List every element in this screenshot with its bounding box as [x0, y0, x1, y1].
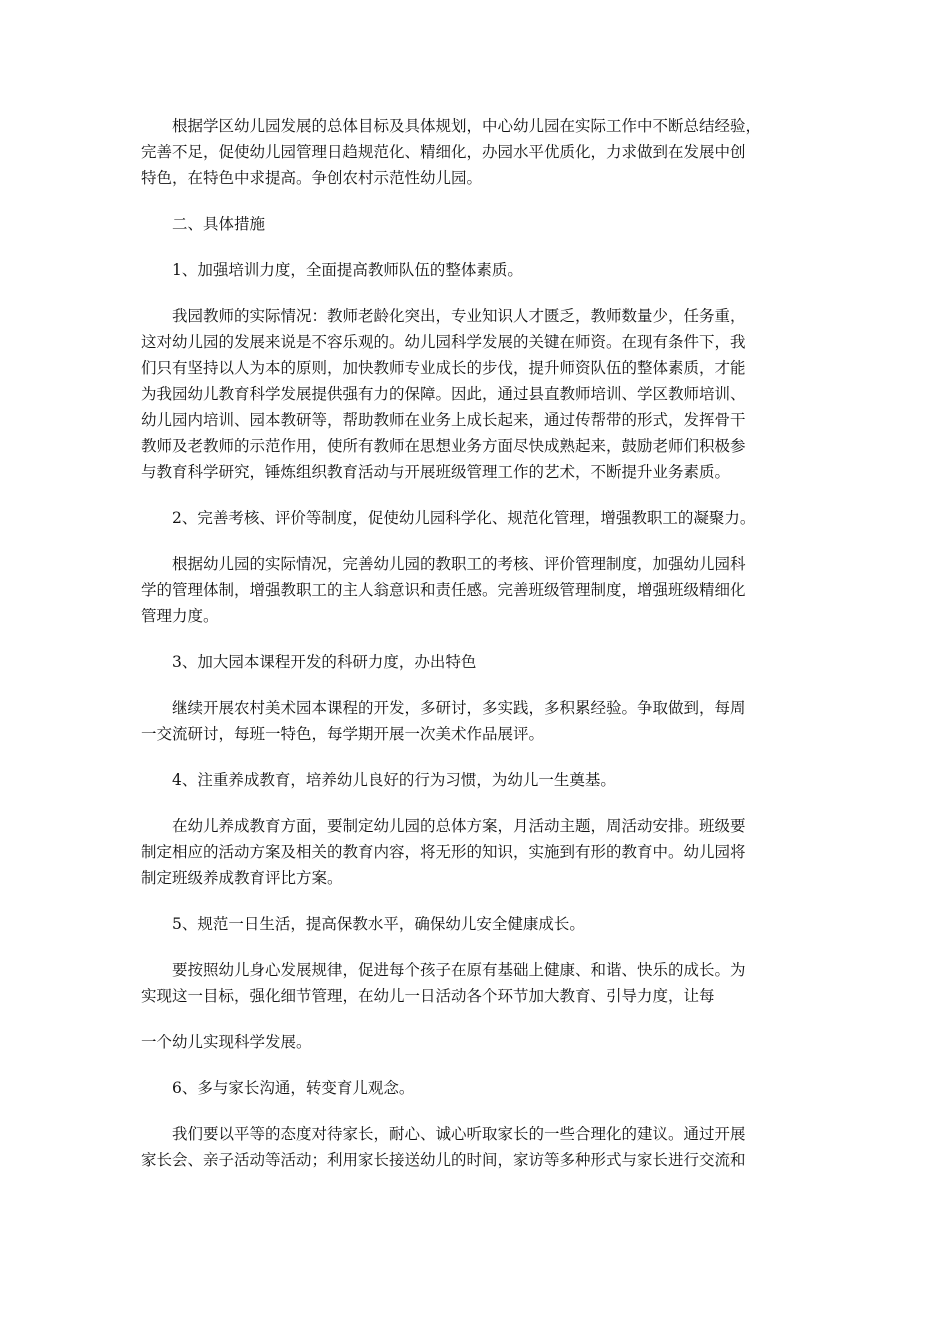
text-line: 要按照幼儿身心发展规律，促进每个孩子在原有基础上健康、和谐、快乐的成长。为	[172, 961, 746, 979]
paragraph-item-4	[141, 813, 817, 891]
text-line: 制定相应的活动方案及相关的教育内容，将无形的知识，实施到有形的教育中。幼儿园将	[141, 843, 746, 861]
text-line: 为我园幼儿教育科学发展提供强有力的保障。因此，通过县直教师培训、学区教师培训、	[141, 385, 746, 403]
heading-text: 5、规范一日生活，提高保教水平，确保幼儿安全健康成长。	[172, 915, 585, 933]
item-heading-2	[141, 505, 817, 531]
heading-text: 6、多与家长沟通，转变育儿观念。	[172, 1079, 415, 1097]
text-line: 在幼儿养成教育方面，要制定幼儿园的总体方案，月活动主题，周活动安排。班级要	[172, 817, 746, 835]
paragraph-intro	[141, 113, 817, 191]
paragraph-item-3	[141, 695, 817, 747]
heading-text: 3、加大园本课程开发的科研力度，办出特色	[172, 653, 477, 671]
paragraph-item-6	[141, 1121, 817, 1173]
paragraph-item-5-continued	[141, 1029, 817, 1055]
text-line: 家长会、亲子活动等活动；利用家长接送幼儿的时间，家访等多种形式与家长进行交流和	[141, 1151, 746, 1169]
text-line: 一交流研讨，每班一特色，每学期开展一次美术作品展评。	[141, 725, 545, 743]
text-line: 我们要以平等的态度对待家长，耐心、诚心听取家长的一些合理化的建议。通过开展	[172, 1125, 746, 1143]
item-heading-6	[141, 1075, 817, 1101]
text-line: 特色，在特色中求提高。争创农村示范性幼儿园。	[141, 169, 483, 187]
item-heading-4	[141, 767, 817, 793]
text-line: 根据幼儿园的实际情况，完善幼儿园的教职工的考核、评价管理制度，加强幼儿园科	[172, 555, 746, 573]
heading-text: 二、具体措施	[172, 215, 266, 233]
item-heading-3	[141, 649, 817, 675]
text-line: 管理力度。	[141, 607, 219, 625]
paragraph-item-2	[141, 551, 817, 629]
item-heading-1	[141, 257, 817, 283]
text-line: 教师及老教师的示范作用，使所有教师在思想业务方面尽快成熟起来，鼓励老师们积极参	[141, 437, 746, 455]
text-line: 幼儿园内培训、园本教研等，帮助教师在业务上成长起来，通过传帮带的形式，发挥骨干	[141, 411, 746, 429]
document-body	[141, 113, 817, 1193]
text-line: 根据学区幼儿园发展的总体目标及具体规划，中心幼儿园在实际工作中不断总结经验，	[172, 117, 762, 135]
heading-text: 1、加强培训力度，全面提高教师队伍的整体素质。	[172, 261, 523, 279]
text-line: 完善不足，促使幼儿园管理日趋规范化、精细化，办园水平优质化，力求做到在发展中创	[141, 143, 746, 161]
text-line: 我园教师的实际情况：教师老龄化突出，专业知识人才匮乏，教师数量少，任务重，	[172, 307, 746, 325]
text-line: 一个幼儿实现科学发展。	[141, 1033, 312, 1051]
text-line: 与教育科学研究，锤炼组织教育活动与开展班级管理工作的艺术，不断提升业务素质。	[141, 463, 731, 481]
section-heading-measures	[141, 211, 817, 237]
text-line: 们只有坚持以人为本的原则，加快教师专业成长的步伐，提升师资队伍的整体素质，才能	[141, 359, 746, 377]
heading-text: 2、完善考核、评价等制度，促使幼儿园科学化、规范化管理，增强教职工的凝聚力。	[172, 509, 756, 527]
text-line: 学的管理体制，增强教职工的主人翁意识和责任感。完善班级管理制度，增强班级精细化	[141, 581, 746, 599]
text-line: 实现这一目标，强化细节管理，在幼儿一日活动各个环节加大教育、引导力度，让每	[141, 987, 715, 1005]
heading-text: 4、注重养成教育，培养幼儿良好的行为习惯，为幼儿一生奠基。	[172, 771, 616, 789]
paragraph-item-5	[141, 957, 817, 1009]
item-heading-5	[141, 911, 817, 937]
paragraph-item-1	[141, 303, 817, 485]
text-line: 这对幼儿园的发展来说是不容乐观的。幼儿园科学发展的关键在师资。在现有条件下，我	[141, 333, 746, 351]
text-line: 继续开展农村美术园本课程的开发，多研讨，多实践，多积累经验。争取做到，每周	[172, 699, 746, 717]
text-line: 制定班级养成教育评比方案。	[141, 869, 343, 887]
